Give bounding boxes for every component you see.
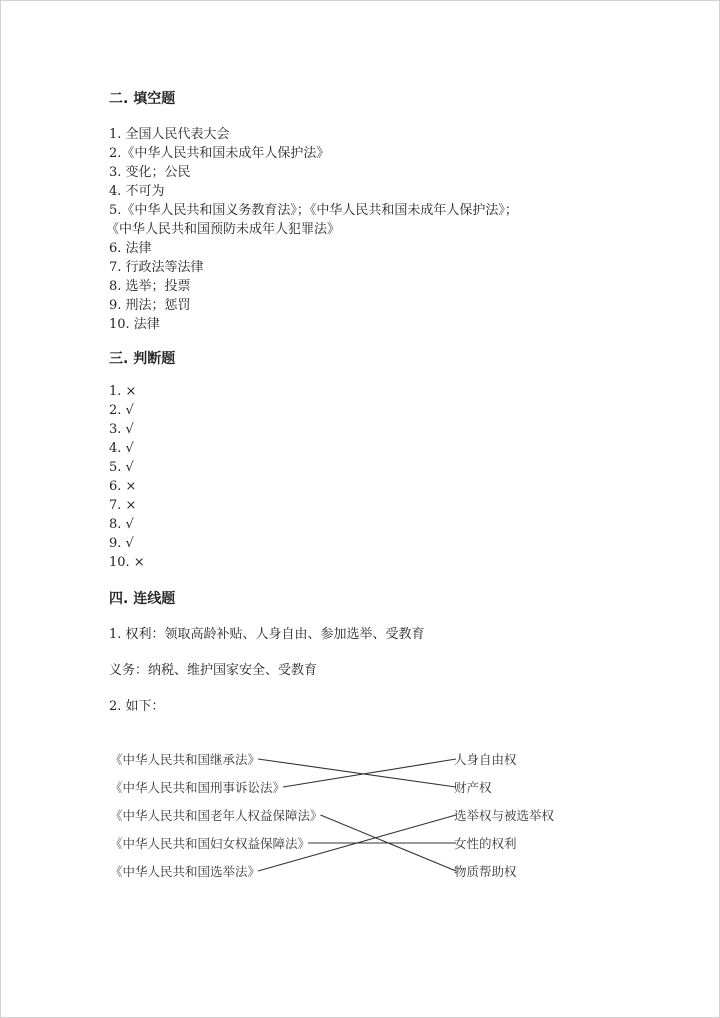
as-follows-line: 2. 如下：: [109, 699, 165, 714]
right-item: 女性的权利: [454, 836, 517, 851]
judgment-line: 5. √: [109, 460, 134, 475]
answer-line: 1. 全国人民代表大会: [109, 127, 230, 142]
answer-line: 3. 变化；公民: [109, 165, 191, 180]
section-title-true-false: 三. 判断题: [109, 351, 176, 367]
judgment-line: 3. √: [109, 422, 134, 437]
law-item: 《中华人民共和国选举法》: [110, 864, 261, 879]
judgment-line: 8. √: [109, 517, 134, 532]
matching-diagram: [100, 740, 580, 890]
judgment-line: 6. ×: [109, 479, 137, 494]
section-title-matching: 四. 连线题: [109, 591, 176, 607]
section-title-fill-blank: 二. 填空题: [109, 91, 176, 107]
answer-line: 5.《中华人民共和国义务教育法》；《中华人民共和国未成年人保护法》；: [109, 203, 518, 218]
duties-line: 义务：纳税、维护国家安全、受教育: [109, 663, 318, 678]
judgment-line: 1. ×: [109, 384, 137, 399]
law-item: 《中华人民共和国刑事诉讼法》: [110, 780, 286, 795]
judgment-line: 2. √: [109, 403, 134, 418]
right-item: 物质帮助权: [454, 864, 517, 879]
answer-line: 2.《中华人民共和国未成年人保护法》: [109, 146, 330, 161]
answer-line: 6. 法律: [109, 241, 152, 256]
judgment-line: 9. √: [109, 536, 134, 551]
answer-line: 《中华人民共和国预防未成年人犯罪法》: [106, 222, 341, 237]
right-item: 财产权: [454, 780, 492, 795]
answer-line: 9. 刑法；惩罚: [109, 298, 191, 313]
answer-line: 4. 不可为: [109, 184, 165, 199]
rights-line: 1. 权利：领取高龄补贴、人身自由、参加选举、受教育: [109, 627, 425, 642]
law-item: 《中华人民共和国继承法》: [110, 752, 261, 767]
right-item: 人身自由权: [454, 752, 517, 767]
judgment-line: 10. ×: [109, 555, 145, 570]
judgment-line: 4. √: [109, 441, 134, 456]
law-item: 《中华人民共和国妇女权益保障法》: [110, 836, 311, 851]
answer-line: 10. 法律: [109, 317, 160, 332]
law-item: 《中华人民共和国老年人权益保障法》: [110, 808, 323, 823]
answer-line: 8. 选举；投票: [109, 279, 191, 294]
answer-line: 7. 行政法等法律: [109, 260, 204, 275]
connection-line: [258, 759, 456, 787]
right-item: 选举权与被选举权: [454, 808, 555, 823]
judgment-line: 7. ×: [109, 498, 137, 513]
